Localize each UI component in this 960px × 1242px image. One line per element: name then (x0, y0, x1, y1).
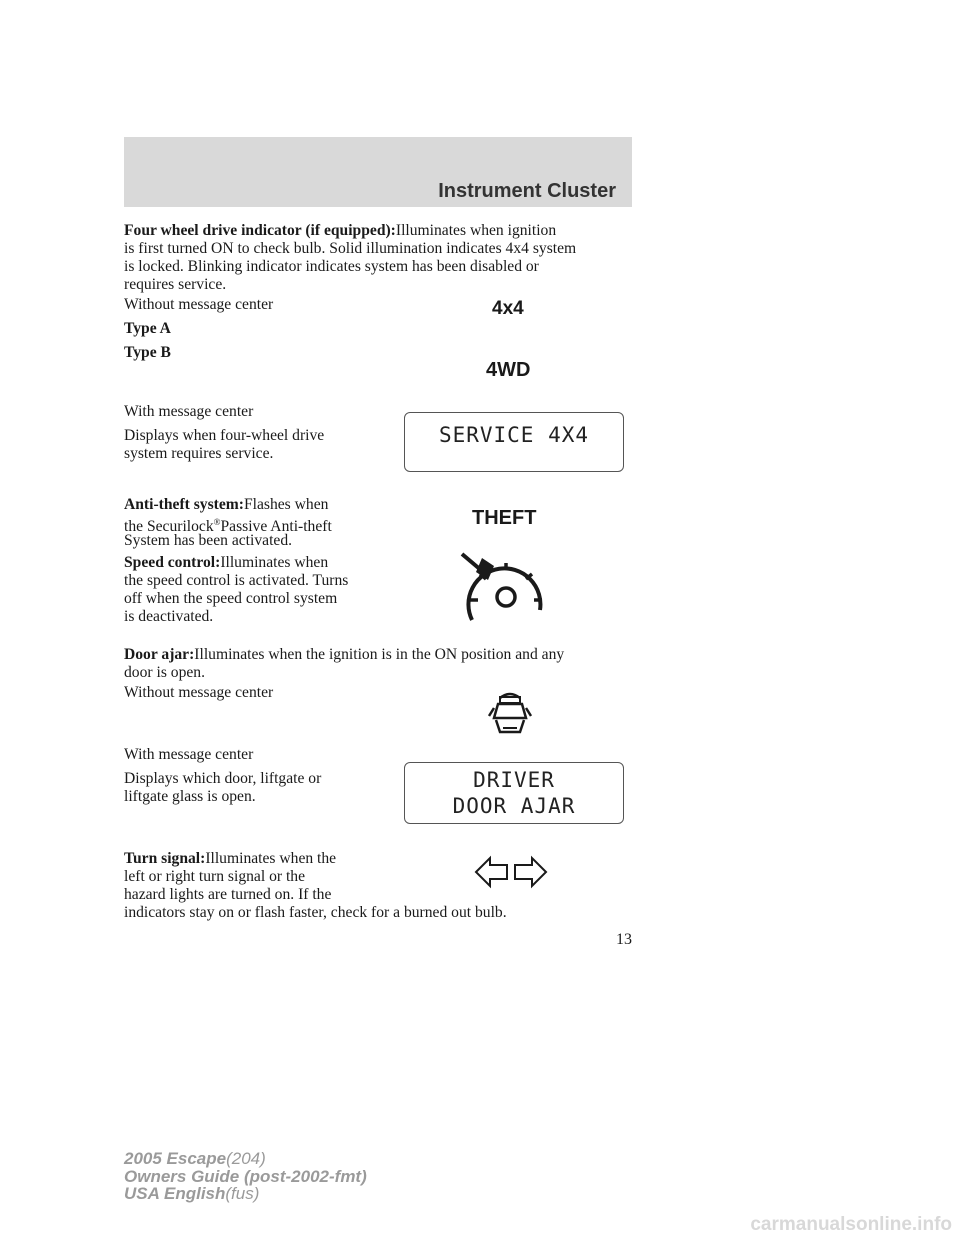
fourwd-type-b (124, 344, 171, 362)
fourwd-mc-desc2: system requires service. (124, 445, 274, 462)
footer-model: 2005 Escape (124, 1149, 227, 1168)
turn-body1: Illuminates when the (205, 850, 337, 867)
service-4x4-text: SERVICE 4X4 (438, 423, 590, 447)
type-b-label: Type B (124, 344, 171, 361)
speed-line3: off when the speed control system (124, 590, 338, 607)
speed-line4: is deactivated. (124, 608, 214, 625)
footer-guide: Owners Guide (post-2002-fmt) (124, 1166, 367, 1186)
footer-line1 (124, 1150, 367, 1168)
fourwd-without-mc: Without message center (124, 296, 274, 313)
theft-line1 (124, 496, 328, 514)
turn-heading: Turn signal: (124, 850, 206, 867)
turn-line1 (124, 850, 336, 868)
4x4-indicator-icon: 4x4 (492, 298, 524, 319)
speed-body1: Illuminates when (220, 554, 329, 571)
footer-model-code: (204) (226, 1149, 266, 1168)
fourwd-mc-desc1: Displays when four-wheel drive (124, 427, 325, 444)
page-number: 13 (616, 931, 632, 948)
footer-line2 (124, 1168, 367, 1186)
fourwd-heading: Four wheel drive indicator (if equipped): (124, 222, 396, 239)
right-turn-signal-icon (512, 854, 548, 890)
watermark: carmanualsonline.info (750, 1214, 952, 1235)
footer-language-code: (fus) (225, 1184, 260, 1203)
4wd-indicator-icon: 4WD (486, 359, 531, 381)
door-without-mc: Without message center (124, 684, 274, 701)
speed-line2: the speed control is activated. Turns (124, 572, 349, 589)
theft-indicator-icon: THEFT (472, 507, 537, 529)
left-turn-signal-icon (474, 854, 510, 890)
door-heading: Door ajar: (124, 646, 195, 663)
theft-body1: Flashes when (243, 496, 329, 513)
theft-line2b: Passive Anti-theft (220, 518, 332, 536)
turn-line4: indicators stay on or flash faster, check for a burned out bulb. (124, 904, 507, 921)
type-a-label: Type A (124, 320, 171, 337)
door-body1: Illuminates when the ignition is in the ON position and any (194, 646, 565, 663)
speed-heading: Speed control: (124, 554, 221, 571)
door-line2: door is open. (124, 664, 205, 681)
footer-language: USA English (124, 1184, 226, 1203)
document-footer (124, 1150, 367, 1203)
fourwd-line1 (124, 222, 556, 240)
fourwd-line4: requires service. (124, 276, 227, 293)
theft-line2a: the Securilock (124, 518, 214, 536)
door-desc1: Displays which door, liftgate or (124, 770, 322, 787)
turn-line3: hazard lights are turned on. If the (124, 886, 332, 903)
door-display-line1: DRIVER (473, 768, 555, 792)
registered-mark-icon: ® (213, 517, 221, 527)
speed-control-icon (450, 548, 550, 628)
fourwd-body1: Illuminates when ignition (395, 222, 557, 239)
door-desc2: liftgate glass is open. (124, 788, 256, 805)
theft-heading: Anti-theft system: (124, 496, 244, 513)
door-display-line2: DOOR AJAR (452, 794, 576, 818)
door-ajar-display (404, 762, 624, 824)
speed-line1 (124, 554, 328, 572)
door-ajar-icon (488, 686, 532, 738)
door-with-mc: With message center (124, 746, 254, 763)
fourwd-type-a (124, 320, 171, 338)
turn-line2: left or right turn signal or the (124, 868, 306, 885)
section-header (124, 137, 632, 207)
fourwd-with-mc: With message center (124, 403, 254, 420)
fourwd-line2: is first turned ON to check bulb. Solid illumination indicates 4x4 system (124, 240, 577, 257)
service-4x4-display (404, 412, 624, 472)
fourwd-line3: is locked. Blinking indicator indicates system has been disabled or (124, 258, 539, 275)
door-line1 (124, 646, 564, 664)
footer-line3 (124, 1185, 367, 1203)
section-title: Instrument Cluster (438, 180, 616, 202)
theft-line3: System has been activated. (124, 532, 293, 549)
